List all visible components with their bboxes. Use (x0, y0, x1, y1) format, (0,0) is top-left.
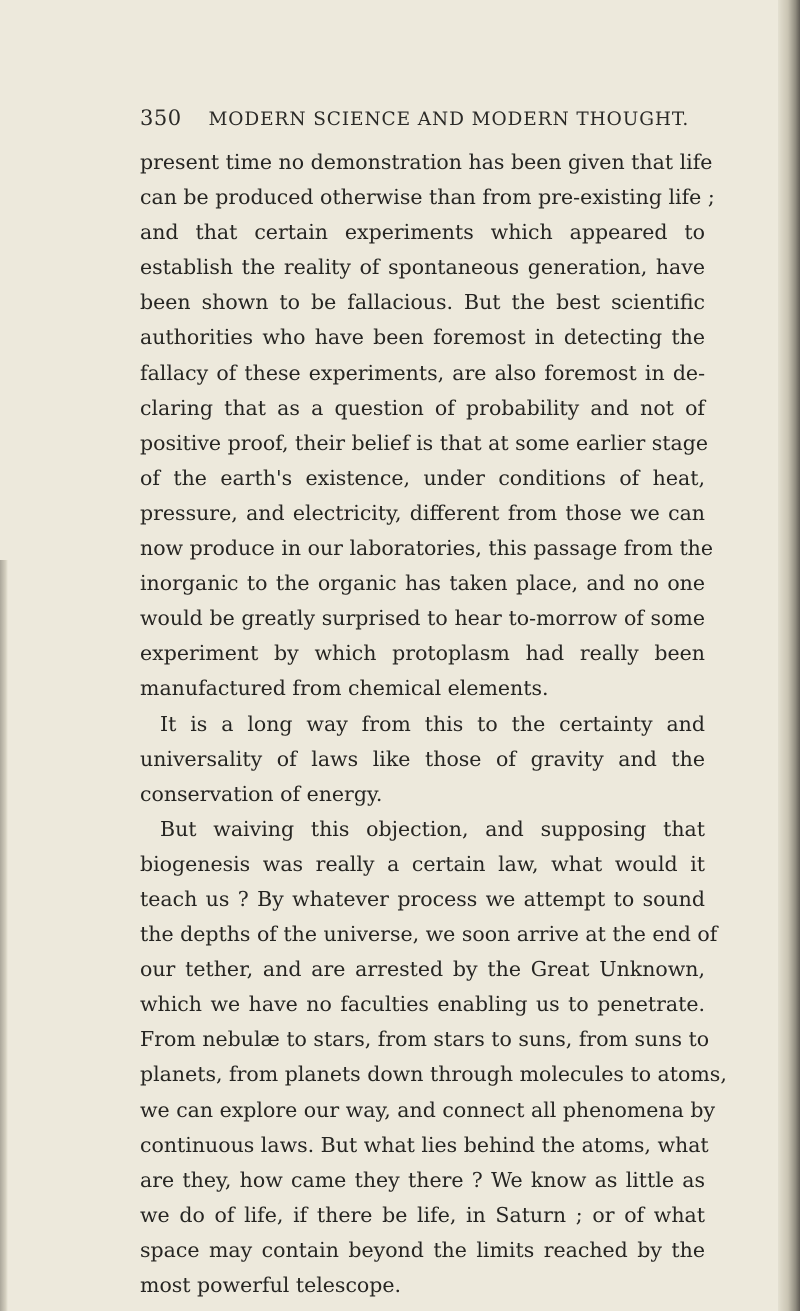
body-text (140, 145, 727, 1303)
text-line: we do of life, if there be life, in Saturn ; or of what (140, 1202, 705, 1227)
text-line: are they, how came they there ? We know as little as (140, 1167, 705, 1192)
text-line: the depths of the universe, we soon arrive at the end of (140, 922, 718, 947)
page-edge-right (778, 0, 800, 1311)
text-line: now produce in our laboratories, this passage from the (140, 536, 714, 561)
text-line: planets, from planets down through molecules to atoms, (140, 1062, 727, 1087)
text-line: universality of laws like those of gravity and the (140, 746, 705, 771)
running-head (140, 106, 700, 130)
text-line: fallacy of these experiments, are also foremost in de- (140, 360, 705, 385)
text-line: pressure, and electricity, different from those we can (140, 500, 705, 525)
text-line: we can explore our way, and connect all phenomena by (140, 1097, 716, 1122)
text-line: our tether, and are arrested by the Great Unknown, (140, 957, 705, 982)
text-line: From nebulæ to stars, from stars to suns, from suns to (140, 1027, 710, 1052)
text-line: claring that as a question of probability and not of (140, 395, 705, 420)
text-line: most powerful telescope. (140, 1273, 402, 1297)
text-line: present time no demonstration has been given that life (140, 150, 713, 174)
text-line: and that certain experiments which appeared to (140, 220, 705, 245)
text-line: space may contain beyond the limits reached by the (140, 1237, 705, 1262)
text-line: biogenesis was really a certain law, what would it (140, 851, 705, 876)
paragraph-first-line: It is a long way from this to the certainty and (160, 711, 705, 736)
text-line: manufactured from chemical elements. (140, 676, 549, 701)
text-line: conservation of energy. (140, 781, 383, 806)
text-line: experiment by which protoplasm had really been (140, 641, 705, 666)
text-line: can be produced otherwise than from pre-existing life ; (140, 185, 715, 210)
text-line: which we have no faculties enabling us to penetrate. (140, 992, 705, 1017)
text-line: authorities who have been foremost in detecting the (140, 325, 705, 350)
page-edge-left (0, 560, 8, 1311)
text-line: continuous laws. But what lies behind the atoms, what (140, 1132, 709, 1157)
text-line: of the earth's existence, under conditions of heat, (140, 465, 705, 490)
running-title: MODERN SCIENCE AND MODERN THOUGHT. (208, 109, 690, 130)
text-line: would be greatly surprised to hear to-morrow of some (140, 606, 705, 631)
text-line: inorganic to the organic has taken place, and no one (140, 571, 705, 596)
page-number: 350 (140, 106, 182, 130)
text-line: positive proof, their belief is that at some earlier stage (140, 430, 708, 455)
text-line: teach us ? By whatever process we attempt to sound (140, 886, 705, 911)
paragraph-first-line: But waiving this objection, and supposing that (160, 816, 705, 841)
text-line: establish the reality of spontaneous generation, have (140, 255, 705, 280)
text-line: been shown to be fallacious. But the best scientific (140, 290, 705, 315)
